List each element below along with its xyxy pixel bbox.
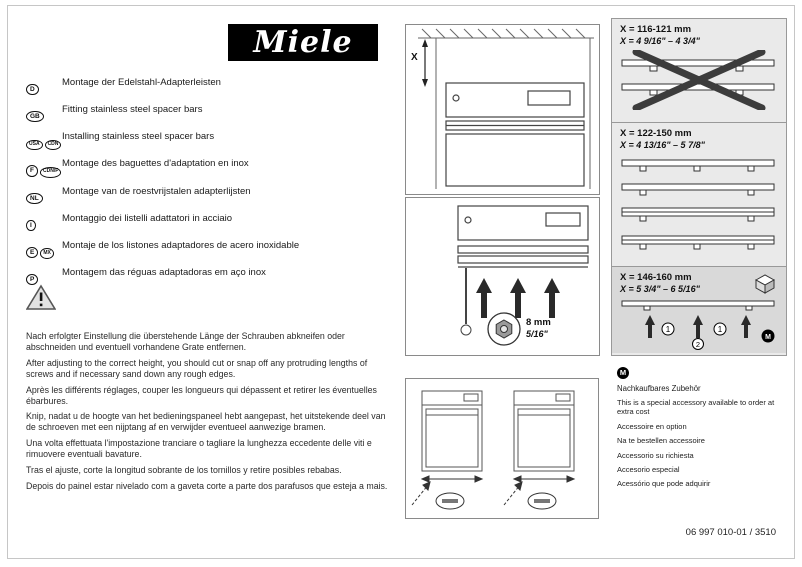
size-option-2 <box>612 122 786 266</box>
install-diagram-bottom <box>405 197 600 356</box>
accessory-line-es: Accesorio especial <box>617 464 680 474</box>
size-option-2-mm: X = 122-150 mm <box>620 128 692 139</box>
lang-badges <box>26 267 62 286</box>
miele-logo-text: Miele <box>253 25 353 60</box>
warning-triangle-icon <box>26 284 56 311</box>
country-badge-e: E <box>26 247 38 258</box>
lang-row-italian <box>26 213 398 232</box>
accessory-title: Nachkaufbares Zubehör <box>617 384 701 393</box>
instruction-dutch: Knip, nadat u de hoogte van het bedieningspaneel hebt aangepast, het uitstekende deel van de schroeven met een nijptang af en verwijder eventueel aanwezige bramen. <box>26 411 386 433</box>
svg-text:1: 1 <box>665 325 671 334</box>
lang-badges <box>26 131 62 150</box>
size-option-1-mm: X = 116-121 mm <box>620 24 692 35</box>
step-1-badge <box>662 323 674 335</box>
miele-m-icon <box>762 330 775 343</box>
spacer-fitting-illustration <box>406 198 599 355</box>
step-2-badge <box>693 339 704 350</box>
country-badge-mx: MX <box>40 248 54 259</box>
instruction-french: Après les différents réglages, couper les longueurs qui dépassent et retirer les éventuelles ébarbures. <box>26 384 377 406</box>
accessory-line-nl: Na te bestellen accessoire <box>617 436 705 446</box>
x-dimension-arrow <box>422 39 428 87</box>
x-dimension-label: X <box>411 52 418 63</box>
svg-text:1: 1 <box>717 325 723 334</box>
country-badge-gb: GB <box>26 111 44 122</box>
up-arrow-icon <box>645 315 751 338</box>
instruction-english: After adjusting to the correct height, you should cut or snap off any protruding lengths of screws and if necessary sand down any rough edges. <box>26 357 368 379</box>
instruction-portuguese: Depois do painel estar nivelado com a gaveta corte a parte dos parafusos que esteja a mais. <box>26 480 388 491</box>
lang-row-spanish <box>26 240 398 259</box>
lang-badges <box>26 104 62 123</box>
warning-icon <box>26 284 56 311</box>
accessory-diagram-panel <box>405 378 599 519</box>
spacer-bars-illustration <box>620 154 778 258</box>
size-option-1 <box>612 19 786 122</box>
lang-row-portuguese <box>26 267 398 286</box>
quantity-badge <box>436 493 556 509</box>
lang-title-spanish: Montaje de los listones adaptadores de acero inoxidable <box>62 239 300 251</box>
wrench-size-mm: 8 mm <box>526 317 551 328</box>
country-badge-usa: USA <box>26 140 43 151</box>
country-badge-cdn-f: CDN/F <box>40 167 61 178</box>
dimension-arrow <box>422 476 574 482</box>
socket-tool-icon <box>461 268 471 335</box>
accessory-line-fr: Accessoire en option <box>617 421 687 431</box>
niche-dimension-illustration <box>406 25 599 194</box>
install-diagram-top <box>405 24 600 195</box>
lang-badges <box>26 186 62 205</box>
spacer-bar-fitting-steps-illustration <box>620 298 780 350</box>
lang-badges <box>26 77 62 96</box>
lang-row-dutch <box>26 186 398 205</box>
lang-title-french: Montage des baguettes d'adaptation en inox <box>62 158 249 170</box>
lang-row-german <box>26 77 398 96</box>
instruction-paragraphs <box>26 331 394 497</box>
instruction-german: Nach erfolgter Einstellung die überstehende Länge der Schrauben abkneifen oder abschneiden und eventuell vorhandene Grate entfernen. <box>26 331 345 352</box>
size-option-3-mm: X = 146-160 mm <box>620 272 692 283</box>
svg-text:2: 2 <box>695 340 701 349</box>
country-badge-i: I <box>26 220 36 231</box>
instruction-spanish: Tras el ajuste, corte la longitud sobrante de los tornillos y retire posibles rebabas. <box>26 465 342 476</box>
country-badge-p: P <box>26 274 38 285</box>
lang-title-dutch: Montage van de roestvrijstalen adapterlijsten <box>62 185 251 197</box>
miele-accessory-m-icon: M <box>617 367 629 379</box>
accessory-info <box>617 362 789 489</box>
wrench-size-inch: 5/16" <box>526 329 548 339</box>
spacer-size-panel <box>611 18 787 356</box>
country-badge-nl: NL <box>26 193 43 204</box>
miele-logo <box>228 24 378 61</box>
dashed-pointer-arrow <box>412 482 522 505</box>
size-option-3-inch: X = 5 3/4" – 6 5/16" <box>620 284 700 294</box>
step-1-badge <box>714 323 726 335</box>
country-badge-d: D <box>26 84 39 95</box>
lang-title-english: Fitting stainless steel spacer bars <box>62 104 203 115</box>
document-number: 06 997 010-01 / 3510 <box>685 527 776 538</box>
instruction-italian: Una volta effettuata l'impostazione tranciare o tagliare la lunghezza eccedente delle viti e rimuovere eventuali bavature. <box>26 438 372 460</box>
language-heading-list <box>26 77 398 294</box>
size-option-1-inch: X = 4 9/16" – 4 3/4" <box>620 36 700 46</box>
hex-bolt-icon <box>488 313 520 345</box>
lang-title-german: Montage der Edelstahl-Adapterleisten <box>62 77 221 88</box>
appliance-pair-illustration <box>406 379 598 518</box>
lang-row-french <box>26 158 398 177</box>
spacer-kit-cube-icon <box>752 272 778 294</box>
accessory-line-pt: Acessório que pode adquirir <box>617 479 711 489</box>
country-badge-cdn: CDN <box>45 140 62 151</box>
size-option-2-inch: X = 4 13/16" – 5 7/8" <box>620 140 705 150</box>
lang-row-usa-cdn <box>26 131 398 150</box>
accessory-line-en: This is a special accessory available to order at extra cost <box>617 398 775 417</box>
country-badge-f: F <box>26 165 38 176</box>
svg-text:M: M <box>765 334 771 341</box>
lang-badges <box>26 158 62 177</box>
lang-title-italian: Montaggio dei listelli adattatori in acciaio <box>62 212 233 224</box>
lang-badges <box>26 240 62 259</box>
up-arrow-icon <box>476 278 560 318</box>
lang-title-portuguese: Montagem das réguas adaptadoras em aço inox <box>62 266 266 278</box>
accessory-line-it: Accessorio su richiesta <box>617 450 694 460</box>
size-option-3 <box>612 266 786 353</box>
lang-row-english <box>26 104 398 123</box>
lang-title-usa-cdn: Installing stainless steel spacer bars <box>62 131 215 142</box>
crossed-spacer-bars-illustration <box>620 50 778 110</box>
lang-badges <box>26 213 62 232</box>
